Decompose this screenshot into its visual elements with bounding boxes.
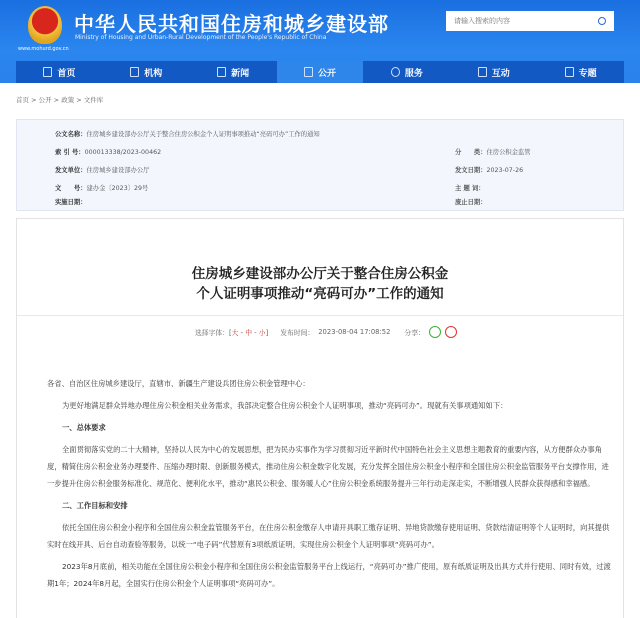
star-icon	[565, 67, 574, 77]
building-icon	[130, 67, 139, 77]
share-label: 分享：	[404, 329, 425, 337]
breadcrumb-policy[interactable]: 政策	[61, 96, 75, 104]
meta-impl-date: 实施日期：	[55, 199, 87, 206]
paragraph: 各省、自治区住房城乡建设厅，直辖市、新疆生产建设兵团住房公积金管理中心：	[47, 379, 310, 388]
site-title[interactable]: 中华人民共和国住房和城乡建设部	[74, 12, 389, 36]
article-title: 住房城乡建设部办公厅关于整合住房公积金 个人证明事项推动“亮码可办”工作的通知	[191, 266, 449, 302]
publish-label: 发布时间：	[280, 329, 315, 337]
meta-docno: 文 号：建办金〔2023〕29号	[55, 185, 149, 192]
search-icon[interactable]	[598, 17, 606, 25]
breadcrumb-public[interactable]: 公开	[38, 96, 52, 104]
weibo-share-icon[interactable]	[445, 326, 457, 338]
section-heading: 二、工作目标和安排	[62, 501, 128, 510]
search-input[interactable]	[454, 17, 598, 25]
main-nav	[16, 61, 624, 83]
nav-public[interactable]	[277, 61, 364, 83]
nav-news[interactable]	[190, 61, 277, 83]
nav-topics[interactable]	[537, 61, 624, 83]
publish-time: 2023-08-04 17:08:52	[318, 328, 391, 336]
nav-home[interactable]	[16, 61, 103, 83]
paragraph: 依托全国住房公积金小程序和全国住房公积金监管服务平台，在住房公积金缴存人申请开具职工缴存证明、异地贷款缴存使用证明、贷款结清证明等个人证明时，向其提供实时在线开具、后台自动查验等服务，以统一“电子码”代替原有3项纸质证明，实现住房公积金个人证明事项“亮码可办”。	[47, 523, 610, 549]
paragraph: 2023年8月底前，相关功能在全国住房公积金小程序和全国住房公积金监管服务平台上线运行，“亮码可办”推广使用，原有纸质证明及出具方式并行使用、同时有效，过渡期1年；2024年8月起，全国实行住房公积金个人证明事项“亮码可办”。	[47, 562, 611, 588]
national-emblem-logo	[28, 6, 62, 44]
meta-issuer: 发文单位：住房城乡建设部办公厅	[55, 167, 150, 174]
meta-index: 索 引 号：000013338/2023-00462	[55, 149, 162, 156]
nav-organization[interactable]	[103, 61, 190, 83]
meta-category: 分 类：住房公积金监管	[455, 149, 531, 156]
news-icon	[217, 67, 226, 77]
font-size-label: 选择字体：[	[195, 329, 232, 337]
nav-label: 互动	[491, 68, 510, 79]
article	[16, 218, 624, 618]
meta-name: 公文名称：住房城乡建设部办公厅关于整合住房公积金个人证明事项推动“亮码可办”工作的通知	[55, 131, 320, 138]
wechat-share-icon[interactable]	[429, 326, 441, 338]
document-icon	[304, 67, 313, 77]
font-small-button[interactable]: 小	[258, 329, 266, 337]
paragraph: 全面贯彻落实党的二十大精神，坚持以人民为中心的发展思想，把为民办实事作为学习贯彻习近平新时代中国特色社会主义思想主题教育的重要内容，从方便群众办事角度，精简住房公积金业务办理要件、压缩办理时限、创新服务模式，推动住房公积金数字化发展，充分发挥全国住房公积金小程序和全国住房公积金监管服务平台支撑作用，进一步提升住房公积金服务标准化、规范化、便利化水平，推动“惠民公积金、服务暖人心”住房公积金系统服务提升三年行动走深走实，不断增强人民群众获得感和幸福感。	[47, 445, 609, 488]
user-icon	[391, 67, 400, 77]
site-subtitle: Ministry of Housing and Urban-Rural Development of the People's Republic of China	[75, 34, 327, 41]
home-icon	[43, 67, 52, 77]
breadcrumb: 首页 > 公开 > 政策 > 文件库	[16, 96, 104, 104]
nav-label: 新闻	[231, 68, 250, 79]
search-box	[446, 11, 614, 31]
divider	[17, 315, 623, 316]
breadcrumb-home[interactable]: 首页	[16, 96, 29, 104]
font-large-button[interactable]: 大	[231, 329, 239, 337]
nav-label: 机构	[144, 68, 163, 79]
nav-label: 专题	[578, 68, 597, 79]
meta-date: 发文日期：2023-07-26	[455, 167, 524, 174]
nav-service[interactable]	[363, 61, 450, 83]
section-heading: 一、总体要求	[62, 423, 106, 432]
article-body	[47, 375, 611, 597]
nav-label: 服务	[404, 68, 423, 79]
interaction-icon	[478, 67, 487, 77]
nav-interaction[interactable]	[450, 61, 537, 83]
breadcrumb-library[interactable]: 文件库	[83, 96, 104, 104]
font-medium-button[interactable]: 中	[245, 329, 253, 337]
meta-abolish-date: 废止日期：	[455, 199, 487, 206]
document-metadata	[16, 119, 624, 211]
site-header	[0, 0, 640, 83]
nav-label: 首页	[57, 68, 76, 79]
article-info: 选择字体：[大 - 中 - 小] 发布时间： 2023-08-04 17:08:52 分享：	[195, 326, 457, 338]
meta-subject: 主 题 词：	[455, 185, 485, 192]
nav-label: 公开	[318, 68, 337, 79]
paragraph: 为更好地满足群众异地办理住房公积金相关业务需求，我部决定整合住房公积金个人证明事项，推动“亮码可办”。现就有关事项通知如下：	[62, 401, 508, 410]
site-url: www.mohurd.gov.cn	[18, 46, 69, 52]
